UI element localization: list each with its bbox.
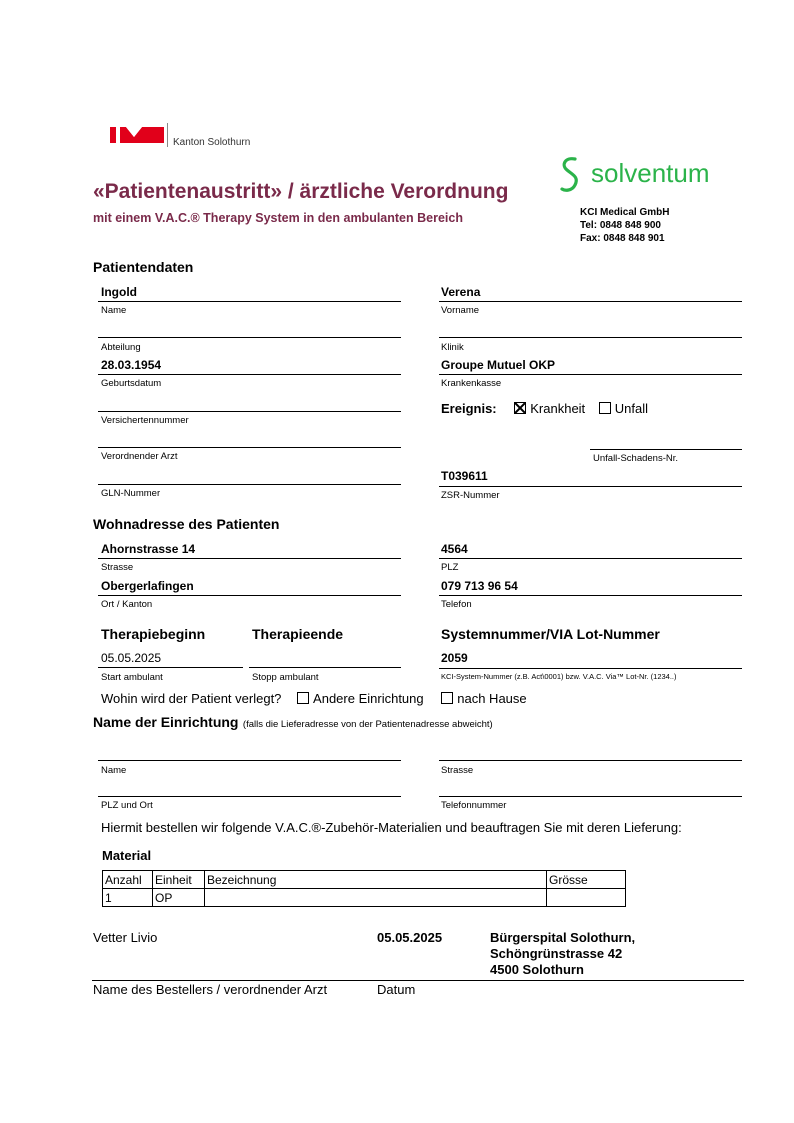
gln-label: GLN-Nummer — [101, 488, 161, 499]
therapy-end-title: Therapieende — [252, 626, 344, 642]
system-title: Systemnummer/VIA Lot-Nummer — [441, 626, 660, 642]
kasse-value: Groupe Mutuel OKP — [441, 358, 555, 372]
canton-label: Kanton Solothurn — [173, 137, 251, 148]
therapy-end-label: Stopp ambulant — [252, 672, 319, 683]
phone-label: Telefon — [441, 599, 472, 610]
page-title: «Patientenaustritt» / ärztliche Verordnung — [93, 180, 509, 203]
facility-plz-label: PLZ und Ort — [101, 800, 153, 811]
krankheit-label: Krankheit — [530, 401, 586, 416]
ereignis-label: Ereignis: — [441, 401, 497, 416]
vorname-label: Vorname — [441, 305, 480, 316]
orderer-value: Vetter Livio — [93, 930, 158, 945]
name-value: Ingold — [101, 285, 137, 299]
unfall-label: Unfall — [614, 401, 649, 416]
canton-logo-mark — [110, 123, 166, 147]
facility-phone-label: Telefonnummer — [441, 800, 507, 811]
company-name: KCI Medical GmbH — [580, 207, 670, 218]
facility-note: (falls die Lieferadresse von der Patientenadresse abweicht) — [242, 719, 493, 730]
street-value: Ahornstrasse 14 — [101, 542, 196, 556]
col-einheit: Einheit — [153, 871, 205, 889]
abteilung-label: Abteilung — [101, 342, 141, 353]
orderer-label: Name des Bestellers / verordnender Arzt — [93, 982, 328, 997]
plz-value: 4564 — [441, 542, 468, 556]
versnr-label: Versichertennummer — [101, 415, 189, 426]
col-groesse: Grösse — [547, 871, 626, 889]
facility-header — [93, 714, 493, 732]
dob-label: Geburtsdatum — [101, 378, 162, 389]
facility-street-label: Strasse — [441, 765, 474, 776]
krankheit-checkbox[interactable] — [514, 402, 526, 414]
col-bezeichnung: Bezeichnung — [205, 871, 547, 889]
therapy-begin-label: Start ambulant — [101, 672, 163, 683]
hospital-line3: 4500 Solothurn — [490, 962, 584, 977]
material-table — [102, 870, 626, 907]
company-fax: Fax: 0848 848 901 — [580, 233, 665, 244]
material-title: Material — [102, 848, 152, 863]
city-label: Ort / Kanton — [101, 599, 153, 610]
phone-value: 079 713 96 54 — [441, 579, 518, 593]
hospital-address — [490, 930, 635, 978]
cell-bezeichnung — [205, 889, 547, 907]
unfall-checkbox[interactable] — [599, 402, 611, 414]
hospital-line1: Bürgerspital Solothurn, — [490, 930, 636, 945]
klinik-label: Klinik — [441, 342, 464, 353]
table-row — [103, 889, 626, 907]
col-anzahl: Anzahl — [103, 871, 153, 889]
material-header-row — [103, 871, 626, 889]
company-tel: Tel: 0848 848 900 — [580, 220, 661, 231]
city-value: Obergerlafingen — [101, 579, 194, 593]
cell-einheit: OP — [153, 889, 205, 907]
solventum-logo-icon — [557, 155, 587, 195]
system-value: 2059 — [441, 651, 468, 665]
section-address: Wohnadresse des Patienten — [93, 516, 280, 532]
section-patient: Patientendaten — [93, 259, 194, 275]
home-label: nach Hause — [457, 691, 527, 706]
therapy-begin-title: Therapiebeginn — [101, 626, 206, 642]
plz-label: PLZ — [441, 562, 459, 573]
dob-value: 28.03.1954 — [101, 358, 162, 372]
name-label: Name — [101, 305, 127, 316]
order-text: Hiermit bestellen wir folgende V.A.C.®-Zubehör-Materialien und beauftragen Sie mit deren Lieferung: — [101, 820, 682, 835]
street-label: Strasse — [101, 562, 134, 573]
brand-name: solventum — [591, 158, 710, 188]
cell-anzahl: 1 — [103, 889, 153, 907]
home-checkbox[interactable] — [441, 692, 453, 704]
date-label: Datum — [377, 982, 416, 997]
system-label: KCI-System-Nummer (z.B. Act\0001) bzw. V.A.C. Via™ Lot-Nr. (1234..) — [441, 672, 677, 681]
zsr-value: T039611 — [441, 469, 488, 483]
other-facility-label: Andere Einrichtung — [313, 691, 424, 706]
zsr-label: ZSR-Nummer — [441, 490, 500, 501]
arzt-label: Verordnender Arzt — [101, 451, 178, 462]
hospital-line2: Schöngrünstrasse 42 — [490, 946, 623, 961]
vorname-value: Verena — [441, 285, 481, 299]
therapy-begin-value: 05.05.2025 — [101, 651, 162, 665]
page-subtitle: mit einem V.A.C.® Therapy System in den ambulanten Bereich — [93, 211, 463, 225]
unfallnr-label: Unfall-Schadens-Nr. — [593, 453, 679, 464]
transfer-question: Wohin wird der Patient verlegt? — [101, 691, 282, 706]
cell-groesse — [547, 889, 626, 907]
other-facility-checkbox[interactable] — [297, 692, 309, 704]
order-date-value: 05.05.2025 — [377, 930, 443, 945]
section-facility: Name der Einrichtung — [93, 714, 239, 730]
transfer-row — [101, 691, 527, 706]
kasse-label: Krankenkasse — [441, 378, 502, 389]
company-contact — [580, 206, 669, 245]
ereignis-row — [441, 401, 648, 416]
facility-name-label: Name — [101, 765, 127, 776]
